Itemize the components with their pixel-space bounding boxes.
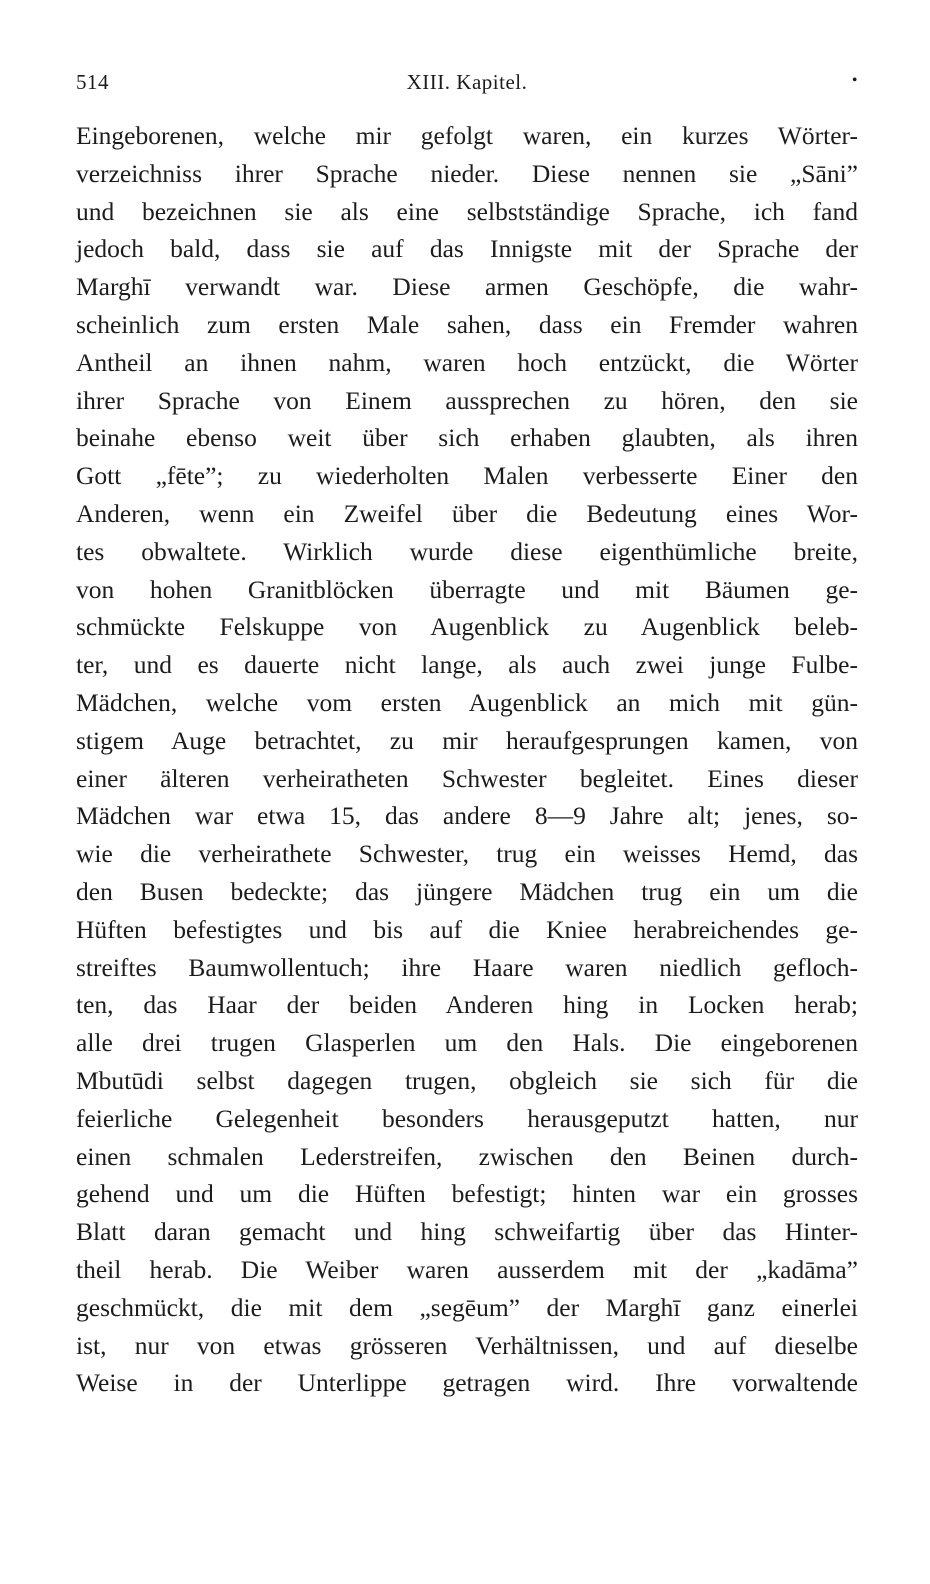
page-number: 514 [76, 70, 109, 94]
text-line: schmückte Felskuppe von Augenblick zu Augenblick beleb- [76, 612, 858, 642]
text-line: alle drei trugen Glasperlen um den Hals. Die eingeborenen [76, 1028, 858, 1058]
text-line: beinahe ebenso weit über sich erhaben glaubten, als ihren [76, 423, 858, 453]
text-line: Marghī verwandt war. Diese armen Geschöpfe, die wahr- [76, 272, 858, 302]
text-line: ihrer Sprache von Einem aussprechen zu hören, den sie [76, 385, 858, 415]
text-line: Eingeborenen, welche mir gefolgt waren, ein kurzes Wörter- [76, 121, 858, 150]
text-line: jedoch bald, dass sie auf das Innigste mit der Sprache der [76, 234, 858, 264]
text-line: Mädchen, welche vom ersten Augenblick an mich mit gün- [76, 687, 858, 717]
text-line: den Busen bedeckte; das jüngere Mädchen trug ein um die [76, 876, 858, 906]
text-line: Mädchen war etwa 15, das andere 8—9 Jahre alt; jenes, so- [76, 801, 858, 831]
text-line: Antheil an ihnen nahm, waren hoch entzückt, die Wörter [76, 347, 858, 377]
text-line: von hohen Granitblöcken überragte und mit Bäumen ge- [76, 574, 858, 604]
text-line: verzeichniss ihrer Sprache nieder. Diese nennen sie „Sāni” [76, 158, 858, 188]
text-line: geschmückt, die mit dem „segēum” der Marghī ganz einerlei [76, 1292, 858, 1322]
text-line: Weise in der Unterlippe getragen wird. Ihre vorwaltende [76, 1368, 858, 1398]
text-line: Blatt daran gemacht und hing schweifartig über das Hinter- [76, 1217, 858, 1247]
text-line: theil herab. Die Weiber waren ausserdem mit der „kadāma” [76, 1254, 858, 1284]
text-line: einen schmalen Lederstreifen, zwischen den Beinen durch- [76, 1141, 858, 1171]
body-text [76, 117, 858, 1402]
text-line: und bezeichnen sie als eine selbstständige Sprache, ich fand [76, 196, 858, 226]
text-line: ist, nur von etwas grösseren Verhältnissen, und auf dieselbe [76, 1330, 858, 1360]
chapter-heading: XIII. Kapitel. [406, 70, 528, 94]
text-line: Gott „fēte”; zu wiederholten Malen verbesserte Einer den [76, 461, 858, 491]
text-line: ter, und es dauerte nicht lange, als auch zwei junge Fulbe- [76, 650, 858, 680]
text-line: streiftes Baumwollentuch; ihre Haare waren niedlich gefloch- [76, 952, 858, 982]
text-line: ten, das Haar der beiden Anderen hing in Locken herab; [76, 990, 858, 1020]
text-line: tes obwaltete. Wirklich wurde diese eigenthümliche breite, [76, 536, 858, 566]
page-header [76, 70, 858, 106]
header-mark: • [851, 72, 858, 89]
text-line: Hüften befestigtes und bis auf die Kniee herabreichendes ge- [76, 914, 858, 944]
text-line: Anderen, wenn ein Zweifel über die Bedeutung eines Wor- [76, 498, 858, 528]
text-line: einer älteren verheiratheten Schwester begleitet. Eines dieser [76, 763, 858, 793]
text-line: Mbutūdi selbst dagegen trugen, obgleich sie sich für die [76, 1065, 858, 1095]
text-line: wie die verheirathete Schwester, trug ein weisses Hemd, das [76, 839, 858, 869]
text-line: feierliche Gelegenheit besonders herausgeputzt hatten, nur [76, 1103, 858, 1133]
text-line: scheinlich zum ersten Male sahen, dass ein Fremder wahren [76, 309, 858, 339]
text-line: gehend und um die Hüften befestigt; hinten war ein grosses [76, 1179, 858, 1209]
text-line: stigem Auge betrachtet, zu mir heraufgesprungen kamen, von [76, 725, 858, 755]
